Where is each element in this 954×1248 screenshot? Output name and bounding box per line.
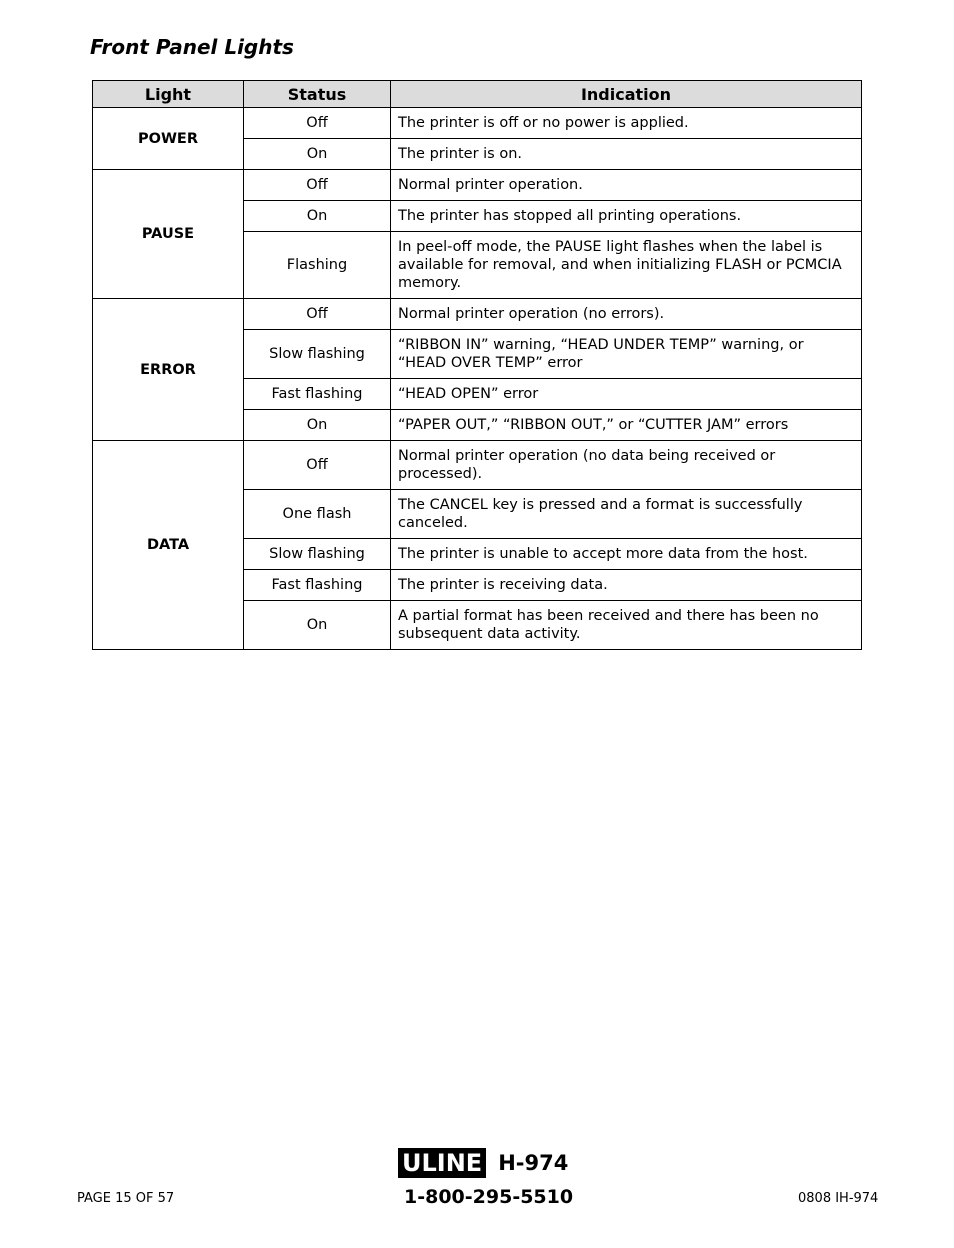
indication-cell: The printer is unable to accept more data from the host.: [391, 539, 862, 570]
indication-cell: “RIBBON IN” warning, “HEAD UNDER TEMP” warning, or “HEAD OVER TEMP” error: [391, 330, 862, 379]
indication-cell: The CANCEL key is pressed and a format is successfully canceled.: [391, 490, 862, 539]
light-error: ERROR: [93, 299, 244, 441]
page-number: PAGE 15 OF 57: [77, 1191, 175, 1206]
status-cell: Slow flashing: [244, 539, 391, 570]
status-cell: Off: [244, 108, 391, 139]
light-pause: PAUSE: [93, 170, 244, 299]
indication-cell: The printer is on.: [391, 139, 862, 170]
indication-cell: A partial format has been received and there has been no subsequent data activity.: [391, 601, 862, 650]
header-status: Status: [244, 81, 391, 108]
uline-logo: ULINE: [398, 1148, 486, 1178]
status-cell: On: [244, 201, 391, 232]
table-row: [93, 441, 862, 490]
table-header-row: [93, 81, 862, 108]
page-title: Front Panel Lights: [90, 35, 294, 59]
indication-cell: Normal printer operation (no data being received or processed).: [391, 441, 862, 490]
table-row: [93, 170, 862, 201]
status-cell: Flashing: [244, 232, 391, 299]
status-cell: Fast flashing: [244, 570, 391, 601]
status-cell: Fast flashing: [244, 379, 391, 410]
indication-cell: “PAPER OUT,” “RIBBON OUT,” or “CUTTER JAM” errors: [391, 410, 862, 441]
light-data: DATA: [93, 441, 244, 650]
indication-cell: The printer is off or no power is applied.: [391, 108, 862, 139]
status-cell: On: [244, 139, 391, 170]
status-cell: One flash: [244, 490, 391, 539]
document-code: 0808 IH-974: [798, 1191, 879, 1206]
phone-number: 1-800-295-5510: [404, 1186, 574, 1208]
indication-cell: In peel-off mode, the PAUSE light flashes when the label is available for removal, and when initializing FLASH or PCMCIA memory.: [391, 232, 862, 299]
indication-cell: Normal printer operation (no errors).: [391, 299, 862, 330]
status-cell: Off: [244, 170, 391, 201]
status-cell: Off: [244, 441, 391, 490]
front-panel-lights-table: [92, 80, 862, 650]
status-cell: Slow flashing: [244, 330, 391, 379]
table-row: [93, 108, 862, 139]
footer-brand: [398, 1148, 568, 1178]
status-cell: On: [244, 410, 391, 441]
indication-cell: The printer has stopped all printing operations.: [391, 201, 862, 232]
indication-cell: “HEAD OPEN” error: [391, 379, 862, 410]
status-cell: Off: [244, 299, 391, 330]
indication-cell: Normal printer operation.: [391, 170, 862, 201]
header-indication: Indication: [391, 81, 862, 108]
status-cell: On: [244, 601, 391, 650]
light-power: POWER: [93, 108, 244, 170]
indication-cell: The printer is receiving data.: [391, 570, 862, 601]
table-row: [93, 299, 862, 330]
model-number: H-974: [498, 1151, 569, 1175]
header-light: Light: [93, 81, 244, 108]
